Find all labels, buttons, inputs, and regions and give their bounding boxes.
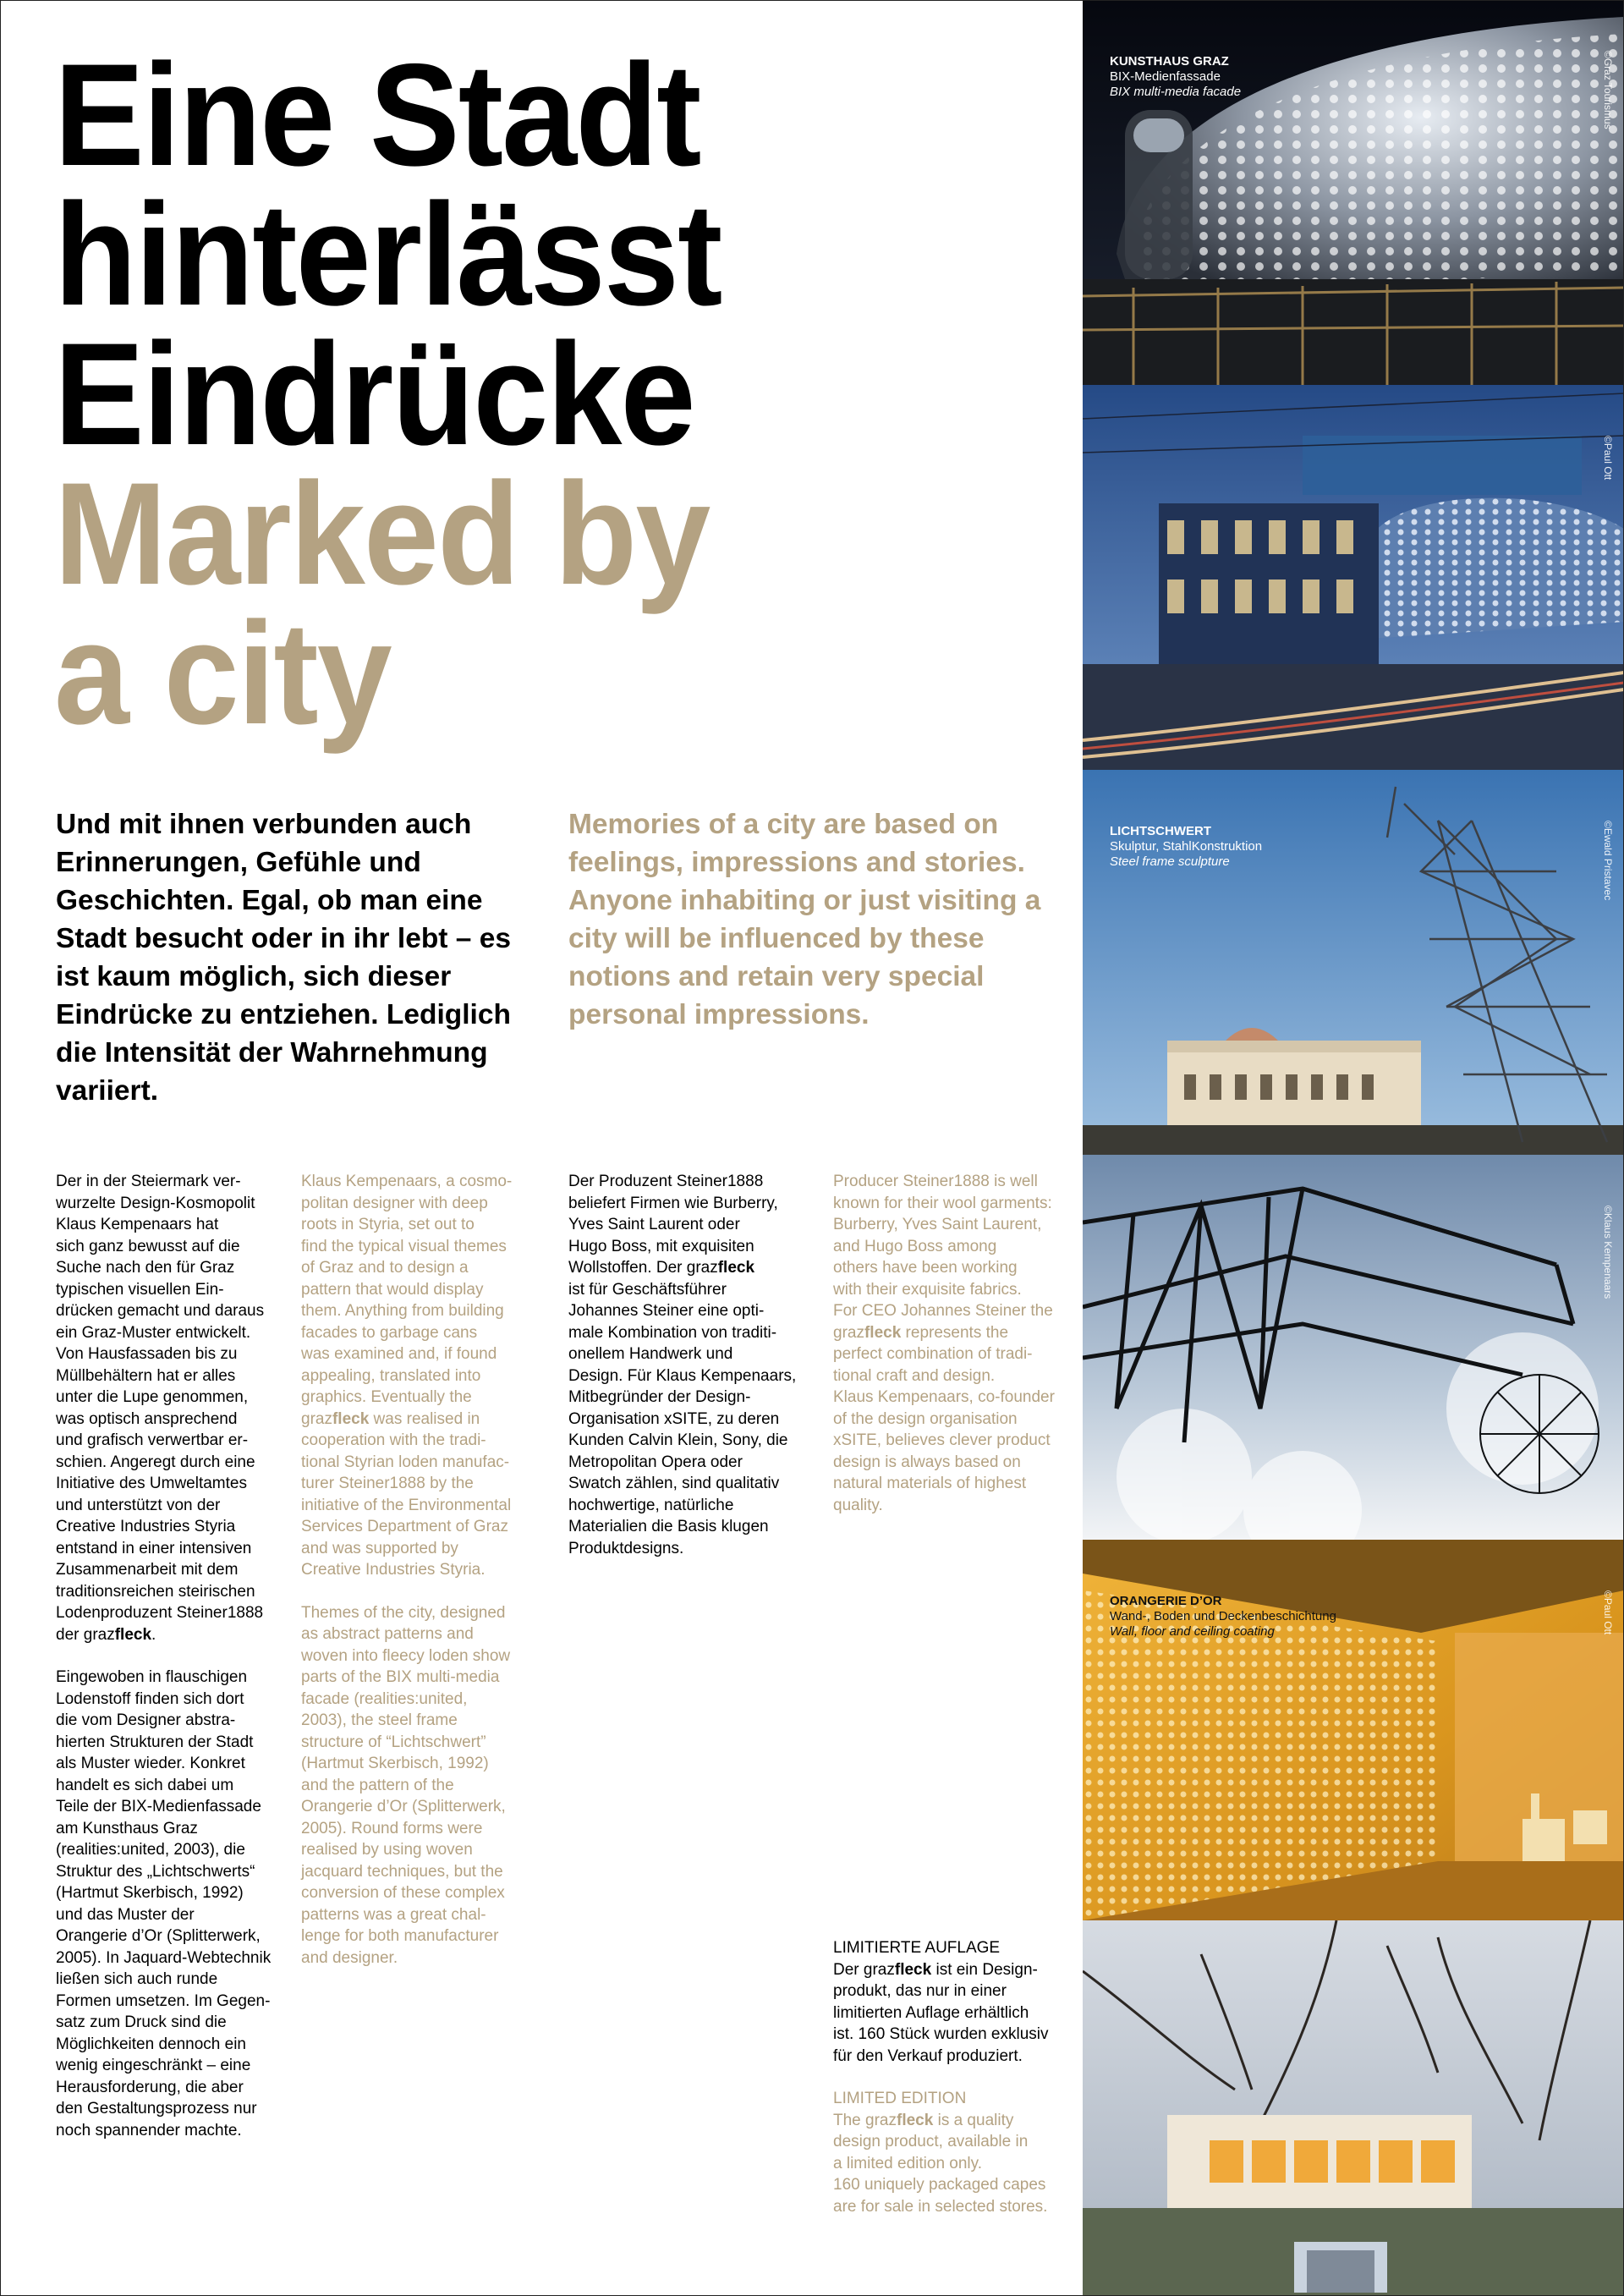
- limited-en: [833, 2088, 1062, 2217]
- photo-orangerie-exterior: [1083, 1920, 1624, 2296]
- headline-de-line-1: Eine Stadt: [54, 34, 700, 196]
- steel-frame-image: [1083, 1155, 1624, 1540]
- photo-credit: ©Paul Ott: [1602, 1590, 1614, 1635]
- body-paragraph: [833, 1171, 1062, 1516]
- headline: [54, 34, 982, 755]
- brand-bold: fleck: [332, 1409, 370, 1428]
- limited-edition-block: [833, 1937, 1062, 2238]
- headline-en-line-2: a city: [54, 592, 391, 755]
- headline-de-line-2: hinterlässt: [54, 173, 721, 336]
- photo-credit: ©Paul Ott: [1602, 436, 1614, 481]
- brand-prefix: graz: [863, 1960, 895, 1979]
- photo-credit: ©Klaus Kempenaars: [1602, 1206, 1614, 1299]
- brand-bold: fleck: [114, 1625, 152, 1644]
- text-run: Klaus Kempenaars, a cosmo- politan designer with deep roots in Styria, set out to find the typical visual themes of Graz and to design a pattern that would display them. Anything from building facades to garbage cans was examined and, if found appealing, translated into graphics. Eventually the: [301, 1173, 513, 1406]
- caption-orangerie: [1110, 1594, 1336, 1640]
- photo-lichtschwert: [1083, 770, 1624, 1155]
- brand-bold: fleck: [864, 1323, 902, 1342]
- body-paragraph: [568, 1171, 805, 1559]
- text-run: The: [833, 2111, 861, 2129]
- text-run: Der in der Steiermark ver- wurzelte Design-Kosmopolit Klaus Kempenaars hat sich ganz bewusst auf die Suche nach den für Graz typischen visuellen Ein- drücken gemacht und daraus ein Graz-Muster entwickelt. Von Hausfassaden bis zu Müllbehältern hat er alles unter die Lupe genommen, was optisch ansprechend und grafisch verwertbar er- schien. Angeregt durch eine Initiative des Umweltamtes und unterstützt von der Creative Industries Styria entstand in einer intensiven Zusammenarbeit mit dem traditionsreichen steirischen Lodenproduzent Steiner1888 der: [56, 1173, 265, 1644]
- caption-title: KUNSTHAUS GRAZ: [1110, 54, 1229, 69]
- brand-prefix: graz: [301, 1409, 332, 1428]
- photo-kunsthaus-night: [1083, 0, 1624, 385]
- body-column-de-1: [56, 1171, 276, 2162]
- brand-prefix: graz: [83, 1625, 115, 1644]
- headline-en-line-1: Marked by: [54, 453, 710, 615]
- body-paragraph: [301, 1171, 521, 1581]
- photo-credit: ©Ewald Pristavec: [1602, 821, 1614, 901]
- body-paragraph: [56, 1171, 276, 1645]
- limited-de: [833, 1937, 1062, 2067]
- body-column-de-2: [568, 1171, 805, 1580]
- text-run: ist ein Design- produkt, das nur in einer limitierten Auflage erhältlich ist. 160 Stück wurden exklusiv für den Verkauf produziert.: [833, 1960, 1049, 2065]
- photo-credit: ©Graz Tourismus: [1602, 51, 1614, 129]
- caption-en: BIX multi-media facade: [1110, 85, 1242, 99]
- limited-en-title: LIMITED EDITION: [833, 2090, 967, 2107]
- caption-de: BIX-Medienfassade: [1110, 69, 1221, 84]
- brand-bold: fleck: [717, 1259, 755, 1277]
- photo-orangerie-interior: [1083, 1540, 1624, 1920]
- photo-steel-frame: [1083, 1155, 1624, 1540]
- caption-en: Steel frame sculpture: [1110, 854, 1230, 869]
- photo-kunsthaus-dusk: [1083, 385, 1624, 770]
- body-paragraph: Eingewoben in flauschigen Lodenstoff finden sich dort die vom Designer abstra- hierten Strukturen der Stadt als Muster wieder. Konkret handelt es sich dabei um Teile der BIX-Medienfassade am Kunsthaus Graz (realities:united, 2003), die Struktur des „Lichtschwerts“ (Hartmut Skerbisch, 1992) und das Muster der Orangerie d’Or (Splitterwerk, 2005). In Jaquard-Webtechnik ließen sich auch runde Formen umsetzen. Im Gegen- satz zum Druck sind die Möglichkeiten dennoch ein wenig eingeschränkt – eine Herausforderung, die aber den Gestaltungsprozess nur noch spannender machte.: [56, 1668, 272, 2139]
- caption-de: Wand-, Boden und Deckenbeschichtung: [1110, 1609, 1336, 1623]
- text-run: Der: [833, 1960, 859, 1979]
- body-column-en-1: [301, 1171, 521, 1990]
- headline-de-line-3: Eindrücke: [54, 313, 694, 475]
- lead-paragraph-de: Und mit ihnen verbunden auch Erinnerungen, Gefühle und Geschichten. Egal, ob man eine Stadt besucht oder in ihr lebt – es ist kaum möglich, sich dieser Eindrücke zu entziehen. Lediglich die Intensität der Wahrnehmung variiert.: [56, 809, 511, 1107]
- lead-paragraph-en: Memories of a city are based on feelings, impressions and stories. Anyone inhabiting or just visiting a city will be influenced by these notions and retain very special personal impressions.: [568, 809, 1041, 1030]
- text-run: is a quality design product, available in a limited edition only. 160 uniquely packaged capes are for sale in selected stores.: [833, 2111, 1048, 2216]
- brand-bold: fleck: [897, 2111, 934, 2129]
- brand-prefix: graz: [833, 1323, 864, 1342]
- caption-en: Wall, floor and ceiling coating: [1110, 1624, 1275, 1639]
- body-paragraph: Themes of the city, designed as abstract patterns and woven into fleecy loden show parts of the BIX multi-media facade (realities:united, 2003), the steel frame structure of “Lichtschwert” (Hartmut Skerbisch, 1992) and the pattern of the Orangerie d’Or (Splitterwerk, 2005). Round forms were realised by using woven jacquard techniques, but the conversion of these complex patterns was a great chal- lenge for both manufacturer and designer.: [301, 1603, 511, 1967]
- text-run: Der Produzent Steiner1888 beliefert Firmen wie Burberry, Yves Saint Laurent oder Hugo Boss, mit exquisiten Wollstoffen. Der: [568, 1173, 778, 1277]
- caption-lichtschwert: [1110, 824, 1262, 870]
- text-run: ist für Geschäftsführer Johannes Steiner eine opti- male Kombination von traditi- onellem Handwerk und Design. Für Klaus Kempenaars, Mitbegründer der Design- Organisation xSITE, zu deren Kunden Calvin Klein, Sony, die Metropolitan Opera oder Swatch zählen, sind qualitativ hochwertige, natürliche Materialien die Basis klugen Produktdesigns.: [568, 1280, 797, 1557]
- limited-de-title: LIMITIERTE AUFLAGE: [833, 1939, 1001, 1957]
- text-run: Producer Steiner1888 is well known for their wool garments: Burberry, Yves Saint Laurent, and Hugo Boss among others have been working with their exquisite fabrics. For CEO Johannes Steiner the: [833, 1173, 1053, 1320]
- kunsthaus-dusk-image: [1083, 385, 1624, 770]
- brand-bold: fleck: [894, 1960, 932, 1979]
- body-column-en-2: [833, 1171, 1062, 1537]
- text-run: was realised in cooperation with the tradi- tional Styrian loden manufac- turer Steiner1888 by the initiative of the Environmental Services Department of Graz and was supported by Creative Industries Styria.: [301, 1409, 512, 1579]
- orangerie-exterior-image: [1083, 1920, 1624, 2296]
- brand-prefix: graz: [865, 2111, 897, 2129]
- caption-de: Skulptur, StahlKonstruktion: [1110, 839, 1263, 854]
- caption-title: LICHTSCHWERT: [1110, 824, 1211, 838]
- caption-kunsthaus: [1110, 54, 1241, 100]
- brand-prefix: graz: [686, 1259, 718, 1277]
- text-run: represents the perfect combination of tradi- tional craft and design. Klaus Kempenaars, co-founder of the design organisation xSITE, believes clever product design is always based on natural materials of highest quality.: [833, 1323, 1055, 1514]
- text-run: .: [151, 1625, 156, 1644]
- caption-title: ORANGERIE D’OR: [1110, 1594, 1222, 1608]
